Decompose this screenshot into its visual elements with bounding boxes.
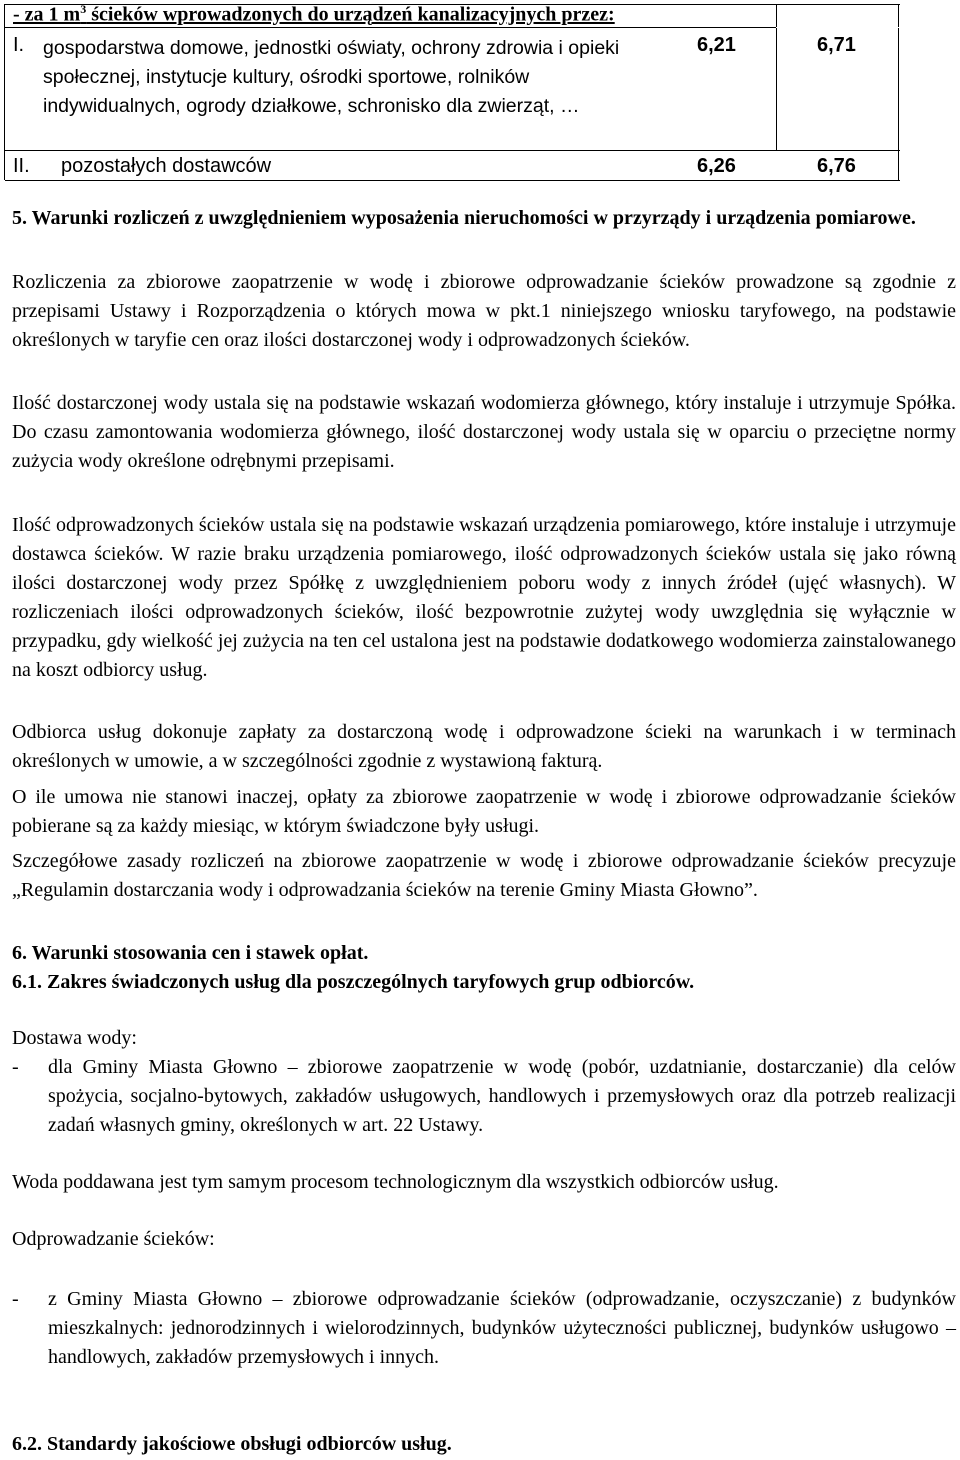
- row-number: I.: [13, 34, 25, 56]
- section-5-paragraph: Ilość dostarczonej wody ustala się na podstawie wskazań wodomierza głównego, który instaluje i utrzymuje Spółka. Do czasu zamontowania wodomierza głównego, ilość dostarczonej wody ustala się w oparciu o przeciętne normy zużycia wody określone odrębnymi przepisami.: [12, 392, 956, 472]
- list-item-text: dla Gminy Miasta Głowno – zbiorowe zaopatrzenie w wodę (pobór, uzdatnianie, dostarczanie) dla celów spożycia, socjalno-bytowych, zakładów usługowych, handlowych i przemysłowych oraz dla potrzeb realizacji zadań własnych gminy, określonych w art. 22 Ustawy.: [48, 1056, 956, 1136]
- sewage-label: Odprowadzanie ścieków:: [12, 1228, 215, 1250]
- gross-price: 6,71: [817, 34, 856, 56]
- list-item: [12, 1053, 956, 1169]
- table-row: [5, 151, 900, 180]
- water-supply-label: Dostawa wody:: [12, 1027, 137, 1049]
- gross-price: 6,76: [817, 155, 856, 177]
- row-number: II.: [13, 155, 30, 177]
- net-price: 6,21: [697, 34, 736, 56]
- section-6-heading: 6. Warunki stosowania cen i stawek opłat.: [12, 942, 369, 964]
- list-item-text: z Gminy Miasta Głowno – zbiorowe odprowadzanie ścieków (odprowadzanie, oczyszczanie) z budynków mieszkalnych: jednorodzinnych i wielorodzinnych, budynków użyteczności publicznej, budynków usługowo – handlowych, zakładów przemysłowych i innych.: [48, 1288, 956, 1368]
- section-5-heading: 5. Warunki rozliczeń z uwzględnieniem wyposażenia nieruchomości w przyrządy i urządzenia pomiarowe.: [12, 207, 916, 229]
- water-note: Woda poddawana jest tym samym procesom technologicznym dla wszystkich odbiorców usług.: [12, 1171, 779, 1193]
- section-5-paragraph: O ile umowa nie stanowi inaczej, opłaty za zbiorowe zaopatrzenie w wodę i zbiorowe odprowadzanie ścieków pobierane są za każdy miesiąc, w którym świadczone były usługi.: [12, 786, 956, 837]
- table-header-text: - za 1 $m^3$ ścieków wprowadzonych do urządzeń kanalizacyjnych przez:: [13, 5, 615, 26]
- section-5-paragraph: Odbiorca usług dokonuje zapłaty za dostarczoną wodę i odprowadzone ścieki na warunkach i w terminach określonych w umowie, a w szczególności zgodnie z wystawioną fakturą.: [12, 721, 956, 772]
- table-row: [5, 28, 900, 150]
- dash-bullet: -: [12, 1056, 19, 1078]
- section-5-paragraph: Ilość odprowadzonych ścieków ustala się na podstawie wskazań urządzenia pomiarowego, które instaluje i utrzymuje dostawca ścieków. W razie braku urządzenia pomiarowego, ilość odprowadzonych ścieków ustala się jako równą ilości dostarczonej wody przez Spółkę z uwzględnieniem poboru wody z innych źródeł (ujęć własnych). W rozliczeniach ilości odprowadzonych ścieków, ilość bezpowrotnie zużytej wody uwzględnia się wyłącznie w przypadku, gdy wielkość jej zużycia na ten cel ustalona jest na podstawie dodatkowego wodomierza zainstalowanego na koszt odbiorcy usług.: [12, 514, 956, 681]
- section-6-2-heading: 6.2. Standardy jakościowe obsługi odbiorców usług.: [12, 1433, 452, 1455]
- row-description: gospodarstwa domowe, jednostki oświaty, ochrony zdrowia i opieki społecznej, instytucje kultury, ośrodki sportowe, rolników indywidualnych, ogrody działkowe, schronisko dla zwierząt, …: [43, 37, 620, 117]
- row-description: pozostałych dostawców: [61, 155, 272, 177]
- table-header-row: [5, 5, 900, 27]
- net-price: 6,26: [697, 155, 736, 177]
- list-item: [12, 1285, 956, 1401]
- section-5-paragraph: Szczegółowe zasady rozliczeń na zbiorowe zaopatrzenie w wodę i zbiorowe odprowadzanie ścieków precyzuje „Regulamin dostarczania wody i odprowadzania ścieków na terenie Gminy Miasta Głowno”.: [12, 850, 956, 901]
- dash-bullet: -: [12, 1288, 19, 1310]
- section-5-paragraph: Rozliczenia za zbiorowe zaopatrzenie w wodę i zbiorowe odprowadzanie ścieków prowadzone są zgodnie z przepisami Ustawy i Rozporządzenia o których mowa w pkt.1 niniejszego wniosku taryfowego, na podstawie określonych w taryfie cen oraz ilości dostarczonej wody i odprowadzonych ścieków.: [12, 271, 956, 351]
- tariff-table: [4, 4, 900, 180]
- section-6-1-heading: 6.1. Zakres świadczonych usług dla poszczególnych taryfowych grup odbiorców.: [12, 971, 695, 993]
